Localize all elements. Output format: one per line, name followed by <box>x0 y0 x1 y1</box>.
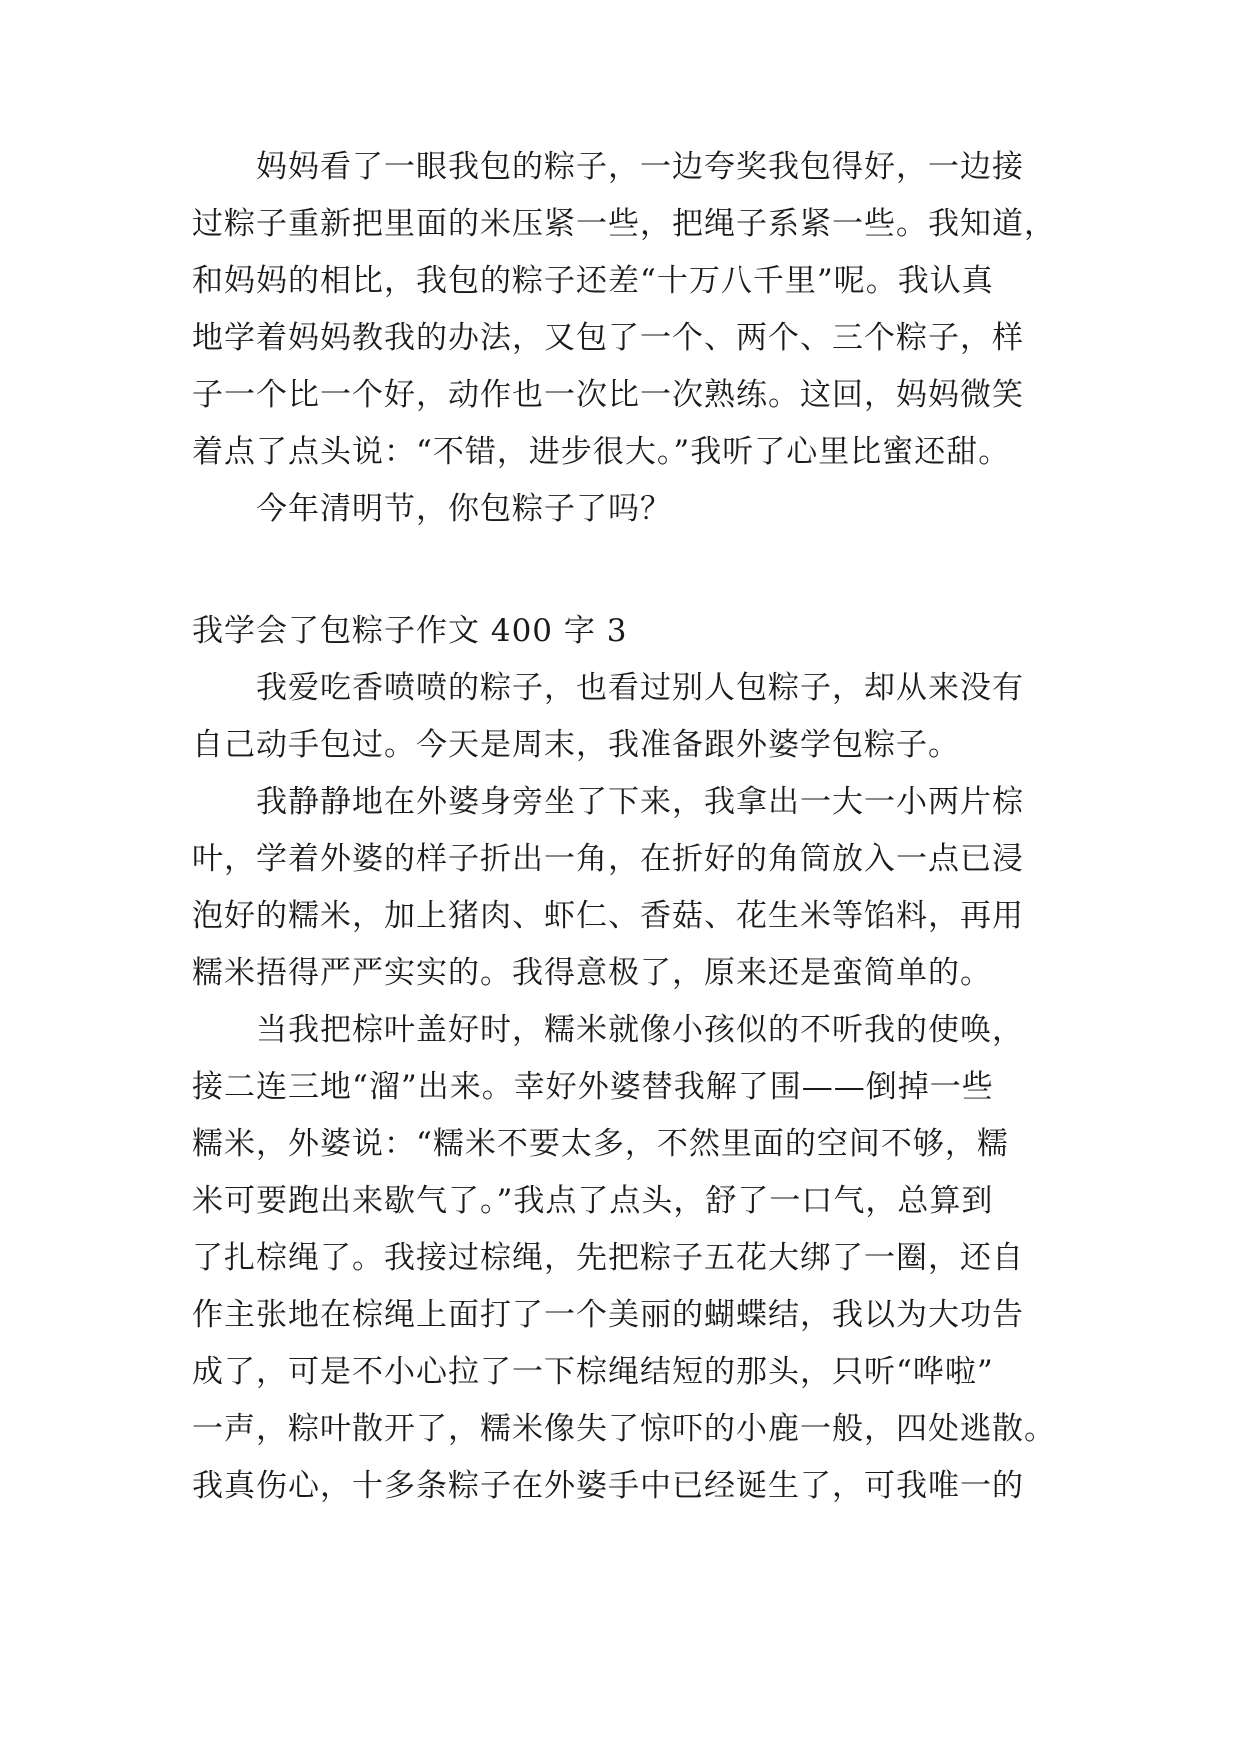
paragraph-line: 作主张地在棕绳上面打了一个美丽的蝴蝶结，我以为大功告 <box>192 1297 1024 1333</box>
paragraph-line: 我爱吃香喷喷的粽子，也看过别人包粽子，却从来没有 <box>256 670 1024 706</box>
paragraph-line: 过粽子重新把里面的米压紧一些，把绳子系紧一些。我知道， <box>192 206 1056 242</box>
paragraph-line: 着点了点头说：“不错，进步很大。”我听了心里比蜜还甜。 <box>192 434 1011 470</box>
paragraph-line: 叶，学着外婆的样子折出一角，在折好的角筒放入一点已浸 <box>192 841 1024 877</box>
paragraph-line: 接二连三地“溜”出来。幸好外婆替我解了围——倒掉一些 <box>192 1069 994 1105</box>
paragraph-line: 糯米捂得严严实实的。我得意极了，原来还是蛮简单的。 <box>192 955 992 991</box>
paragraph-line: 地学着妈妈教我的办法，又包了一个、两个、三个粽子，样 <box>192 320 1024 356</box>
paragraph-line: 了扎棕绳了。我接过棕绳，先把粽子五花大绑了一圈，还自 <box>192 1240 1024 1276</box>
paragraph-line: 子一个比一个好，动作也一次比一次熟练。这回，妈妈微笑 <box>192 377 1024 413</box>
paragraph-line: 泡好的糯米，加上猪肉、虾仁、香菇、花生米等馅料，再用 <box>192 898 1024 934</box>
paragraph-line: 当我把棕叶盖好时，糯米就像小孩似的不听我的使唤， <box>256 1012 1024 1048</box>
paragraph-line: 糯米，外婆说：“糯米不要太多，不然里面的空间不够，糯 <box>192 1126 1009 1162</box>
paragraph-line: 成了，可是不小心拉了一下棕绳结短的那头，只听“哗啦” <box>192 1354 994 1390</box>
paragraph-line: 我静静地在外婆身旁坐了下来，我拿出一大一小两片棕 <box>256 784 1024 820</box>
paragraph-line: 我真伤心，十多条粽子在外婆手中已经诞生了，可我唯一的 <box>192 1468 1024 1504</box>
section-title: 我学会了包粽子作文 400 字 3 <box>192 613 628 649</box>
paragraph-line: 米可要跑出来歇气了。”我点了点头，舒了一口气，总算到 <box>192 1183 994 1219</box>
paragraph-line: 今年清明节，你包粽子了吗？ <box>256 491 672 527</box>
paragraph-line: 一声，粽叶散开了，糯米像失了惊吓的小鹿一般，四处逃散。 <box>192 1411 1056 1447</box>
paragraph-line: 自己动手包过。今天是周末，我准备跟外婆学包粽子。 <box>192 727 960 763</box>
paragraph-line: 和妈妈的相比，我包的粽子还差“十万八千里”呢。我认真 <box>192 263 994 299</box>
paragraph-line: 妈妈看了一眼我包的粽子，一边夸奖我包得好，一边接 <box>256 149 1024 185</box>
